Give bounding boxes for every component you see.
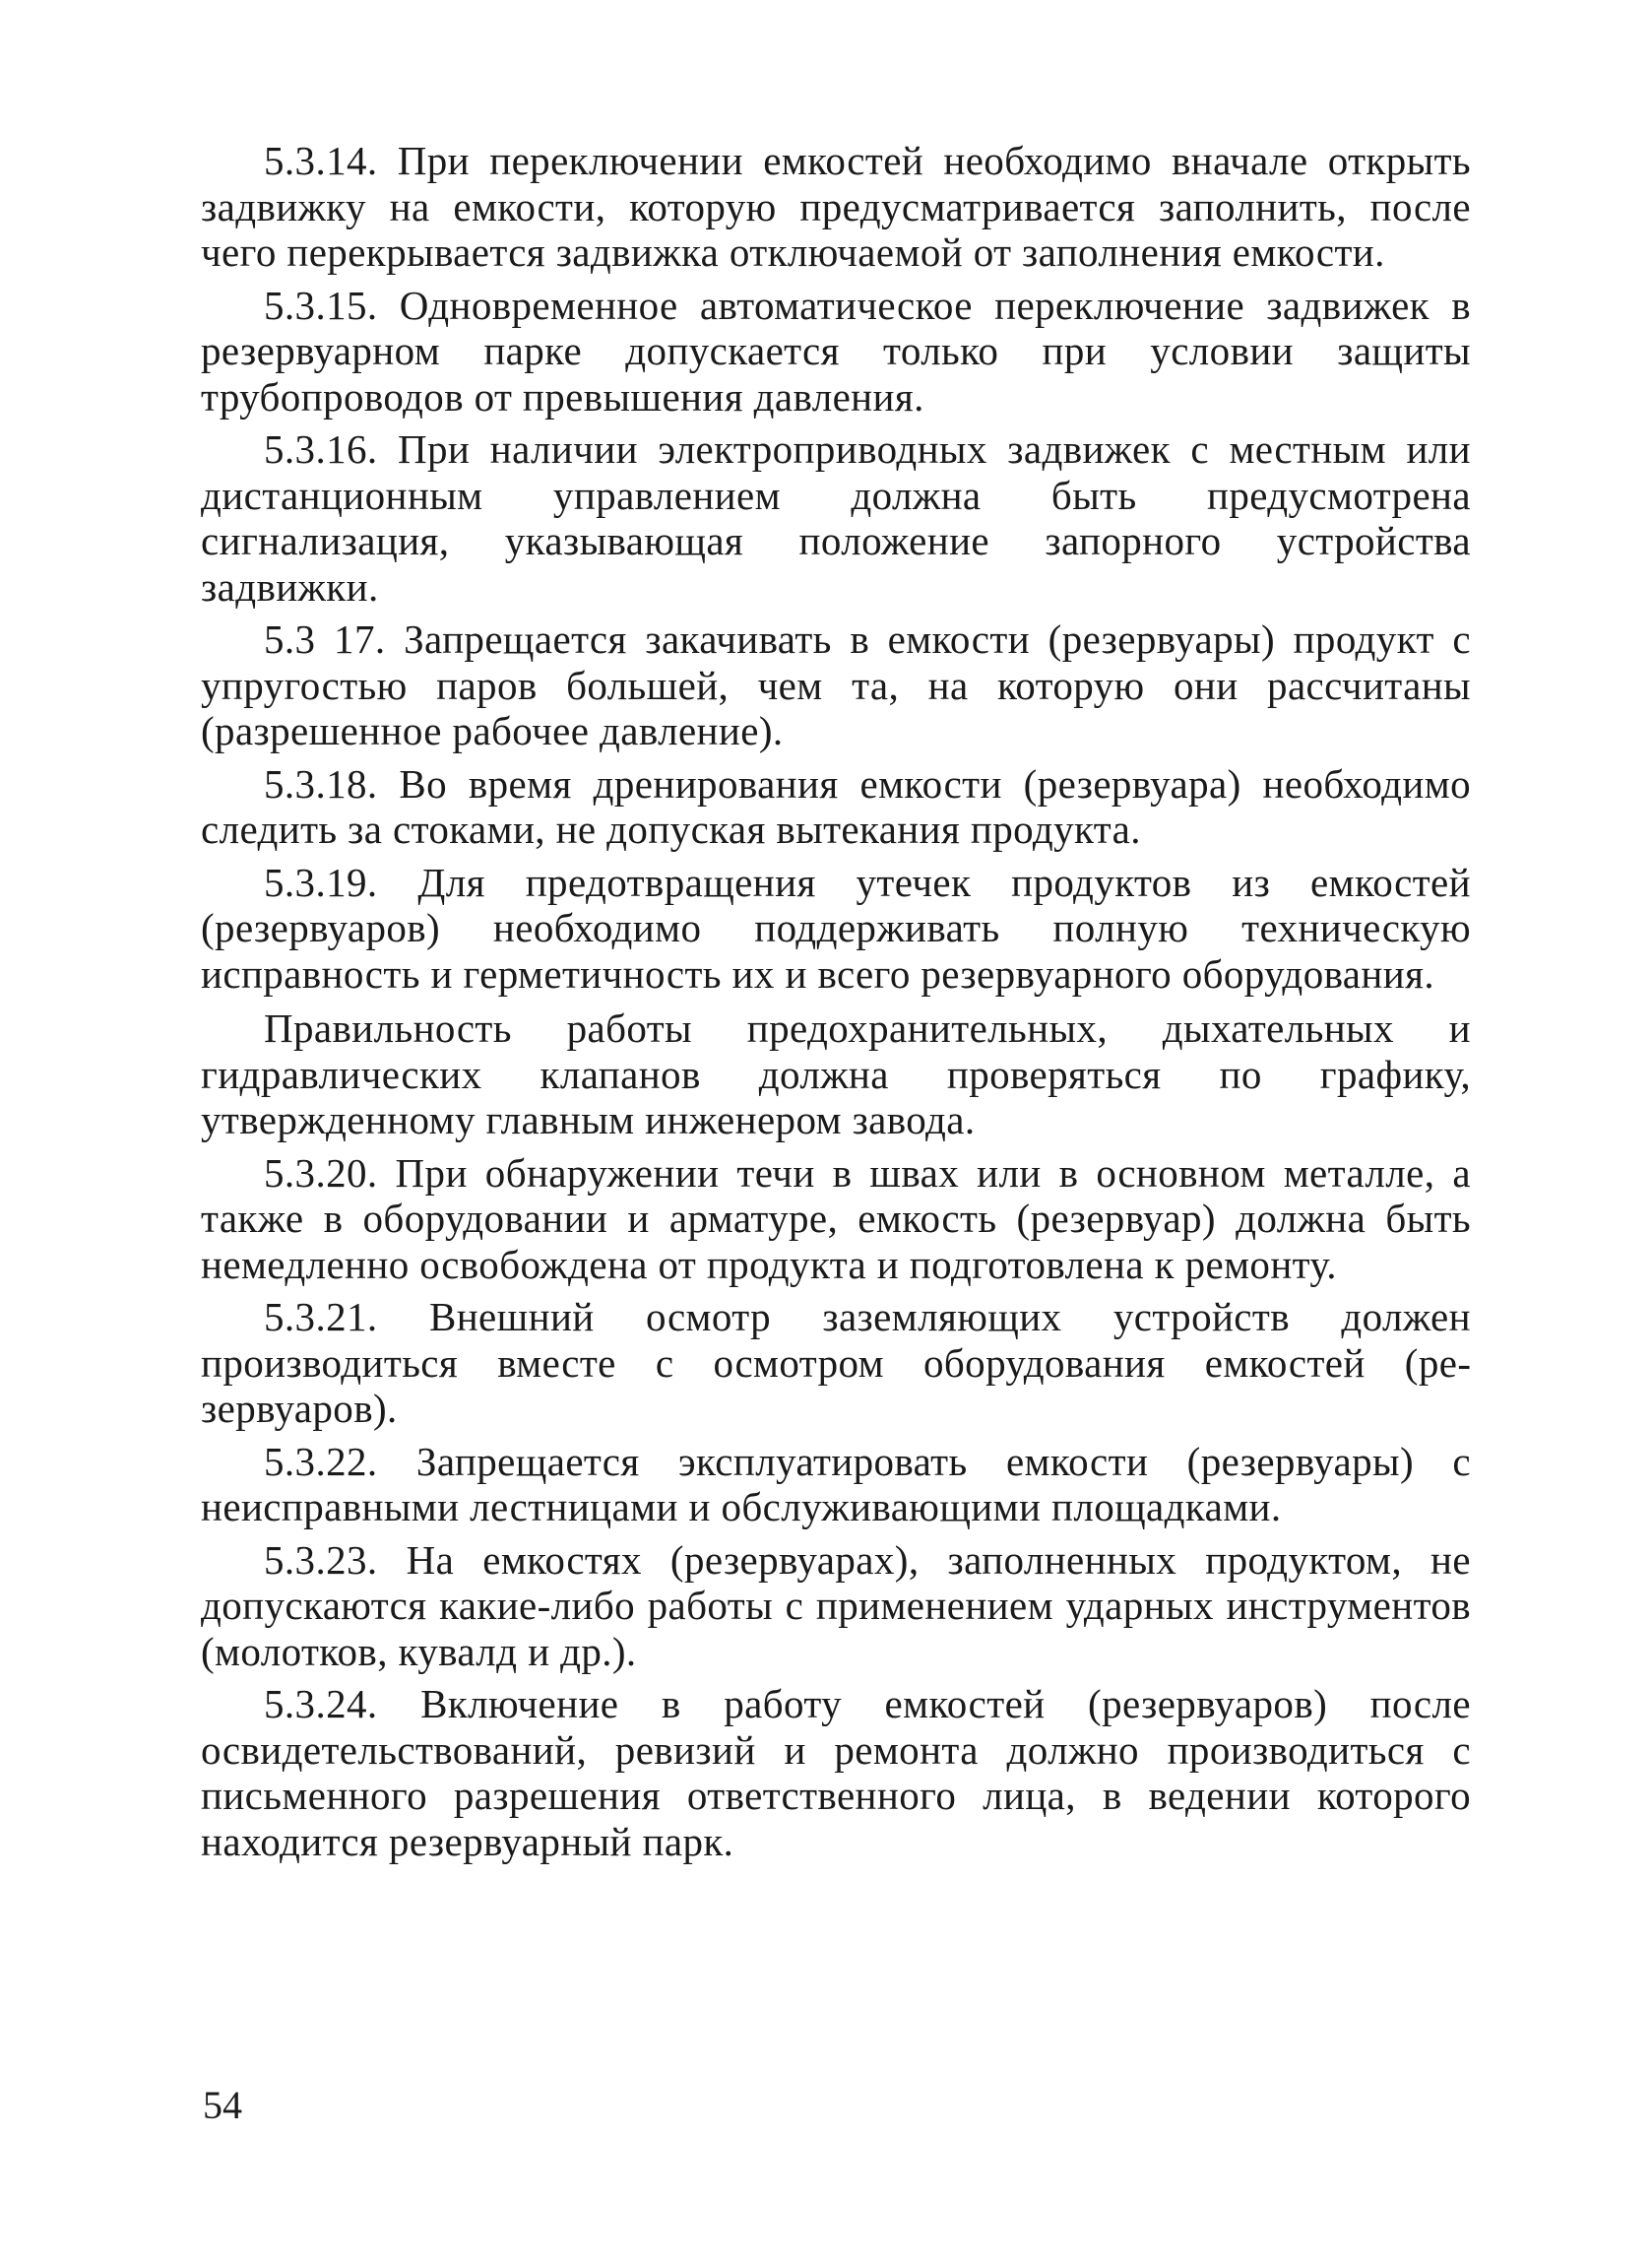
paragraph-5-3-23: 5.3.23. На емкостях (резервуарах), заполненных продуктом, не допускаются какие-либо работы с применением ударных инструментов (молотков, кувалд и др.). (201, 1536, 1471, 1674)
paragraph-valves-check: Правильность работы предохранительных, дыхательных и гидравлических клапанов должна проверяться по графику, утвержденному главным инженером завода. (201, 1005, 1471, 1142)
paragraph-5-3-21: 5.3.21. Внешний осмотр заземляющих устройств должен производиться вместе с осмотром оборудования емкостей (резервуаров). (201, 1294, 1471, 1431)
paragraph-5-3-14: 5.3.14. При переключении емкостей необходимо вначале открыть задвижку на емкости, которую предусматривается заполнить, после чего перекрывается задвижка отключаемой от заполнения емкости. (201, 138, 1471, 275)
paragraph-5-3-15: 5.3.15. Одновременное автоматическое переключение задвижек в резервуарном парке допускается только при условии защиты трубопроводов от превышения давления. (201, 282, 1471, 420)
page-body (201, 138, 1471, 1871)
paragraph-5-3-17: 5.3 17. Запрещается закачивать в емкости (резервуары) продукт с упругостью паров большей, чем та, на которую они рассчитаны (разрешенное рабочее давление). (201, 616, 1471, 753)
paragraph-5-3-22: 5.3.22. Запрещается эксплуатировать емкости (резервуары) с неисправными лестницами и обслуживающими площадками. (201, 1438, 1471, 1529)
paragraph-5-3-18: 5.3.18. Во время дренирования емкости (резервуара) необходимо следить за стоками, не допуская вытекания продукта. (201, 760, 1471, 852)
paragraph-5-3-16: 5.3.16. При наличии электроприводных задвижек с местным или дистанционным управлением должна быть предусмотрена сигнализация, указывающая положение запорного устройства задвижки. (201, 426, 1471, 610)
paragraph-5-3-24: 5.3.24. Включение в работу емкостей (резервуаров) после освидетельствований, ревизий и ремонта должно производиться с письменного разрешения ответственного лица, в ведении которого находится резервуарный парк. (201, 1681, 1471, 1864)
paragraph-5-3-19: 5.3.19. Для предотвращения утечек продуктов из емкостей (резервуаров) необходимо поддерживать полную техническую исправность и герметичность их и всего резервуарного оборудования. (201, 859, 1471, 997)
paragraph-5-3-20: 5.3.20. При обнаружении течи в швах или в основном металле, а также в оборудовании и арматуре, емкость (резервуар) должна быть немедленно освобождена от продукта и подготовлена к ремонту. (201, 1149, 1471, 1287)
page-number: 54 (203, 2083, 242, 2127)
